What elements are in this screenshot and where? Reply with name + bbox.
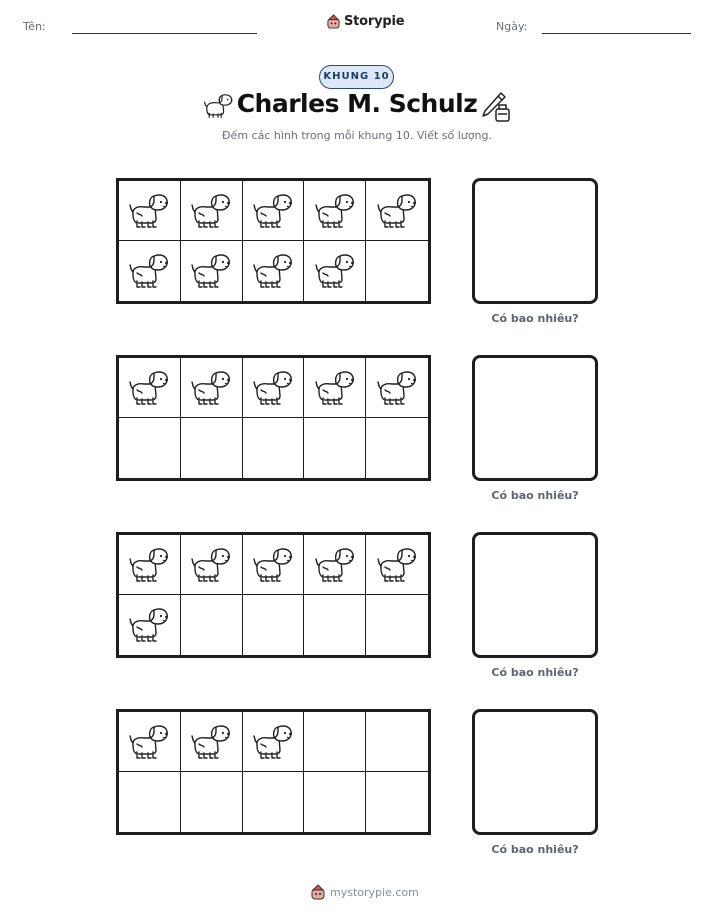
brand-name: Storypie — [344, 14, 405, 29]
ten-frame-1 — [116, 178, 431, 304]
ink-pen-icon — [478, 90, 512, 124]
answer-box-1[interactable] — [472, 178, 598, 304]
frame-cell — [366, 772, 428, 832]
answer-label-3: Có bao nhiêu? — [491, 666, 579, 679]
frame-cell — [366, 358, 428, 418]
date-line — [542, 33, 691, 34]
frame-cell — [366, 181, 428, 241]
storypie-mascot-icon — [310, 884, 326, 900]
answer-label-4: Có bao nhiêu? — [491, 843, 579, 856]
puppy-icon — [314, 252, 356, 290]
puppy-icon — [314, 369, 356, 407]
puppy-icon — [376, 192, 418, 230]
frame-cell — [181, 712, 243, 772]
frame-cell — [366, 418, 428, 478]
frame-cell — [243, 418, 305, 478]
puppy-icon — [190, 723, 232, 761]
answer-box-2[interactable] — [472, 355, 598, 481]
puppy-icon — [252, 192, 294, 230]
frame-cell — [366, 241, 428, 301]
frame-cell — [366, 535, 428, 595]
frame-cell — [304, 595, 366, 655]
frame-cell — [304, 181, 366, 241]
page-title: Charles M. Schulz — [236, 89, 478, 118]
name-label: Tên: — [23, 20, 46, 33]
puppy-icon — [252, 723, 294, 761]
frame-cell — [243, 358, 305, 418]
frame-cell — [366, 712, 428, 772]
frame-cell — [304, 535, 366, 595]
date-label: Ngày: — [496, 20, 528, 33]
footer — [310, 884, 419, 900]
frame-cell — [243, 535, 305, 595]
frame-cell — [181, 595, 243, 655]
puppy-icon — [190, 192, 232, 230]
frame-cell — [366, 595, 428, 655]
puppy-icon — [314, 192, 356, 230]
frame-cell — [243, 595, 305, 655]
frame-cell — [304, 712, 366, 772]
frame-cell — [304, 241, 366, 301]
instructions: Đếm các hình trong mỗi khung 10. Viết số lượng. — [222, 129, 492, 142]
frame-cell — [181, 772, 243, 832]
name-line — [72, 33, 257, 34]
puppy-icon — [190, 369, 232, 407]
puppy-icon — [376, 546, 418, 584]
storypie-mascot-icon — [326, 14, 341, 29]
answer-box-4[interactable] — [472, 709, 598, 835]
frame-cell — [119, 712, 181, 772]
puppy-icon — [128, 606, 170, 644]
ten-frame-4 — [116, 709, 431, 835]
ten-frame-2 — [116, 355, 431, 481]
frame-cell — [243, 772, 305, 832]
frame-cell — [119, 418, 181, 478]
frame-cell — [119, 595, 181, 655]
frame-cell — [181, 358, 243, 418]
answer-label-2: Có bao nhiêu? — [491, 489, 579, 502]
frame-cell — [119, 358, 181, 418]
puppy-icon — [128, 192, 170, 230]
frame-cell — [119, 181, 181, 241]
answer-box-3[interactable] — [472, 532, 598, 658]
frame-cell — [181, 418, 243, 478]
frame-cell — [243, 712, 305, 772]
frame-cell — [119, 535, 181, 595]
frame-cell — [119, 241, 181, 301]
frame-cell — [181, 181, 243, 241]
frame-cell — [181, 241, 243, 301]
puppy-icon — [252, 252, 294, 290]
ten-frame-3 — [116, 532, 431, 658]
puppy-icon — [252, 546, 294, 584]
frame-cell — [119, 772, 181, 832]
puppy-icon — [128, 369, 170, 407]
frame-cell — [243, 181, 305, 241]
footer-url: mystorypie.com — [330, 885, 419, 899]
puppy-icon — [190, 546, 232, 584]
frame-cell — [243, 241, 305, 301]
puppy-icon — [314, 546, 356, 584]
puppy-icon — [190, 252, 232, 290]
puppy-icon — [128, 723, 170, 761]
answer-label-1: Có bao nhiêu? — [491, 312, 579, 325]
puppy-icon — [128, 252, 170, 290]
puppy-icon — [376, 369, 418, 407]
frame-cell — [304, 358, 366, 418]
category-badge: KHUNG 10 — [319, 65, 394, 89]
brand-logo — [326, 14, 404, 29]
frame-cell — [304, 418, 366, 478]
frame-cell — [304, 772, 366, 832]
frame-cell — [181, 535, 243, 595]
puppy-icon — [128, 546, 170, 584]
puppy-icon — [252, 369, 294, 407]
